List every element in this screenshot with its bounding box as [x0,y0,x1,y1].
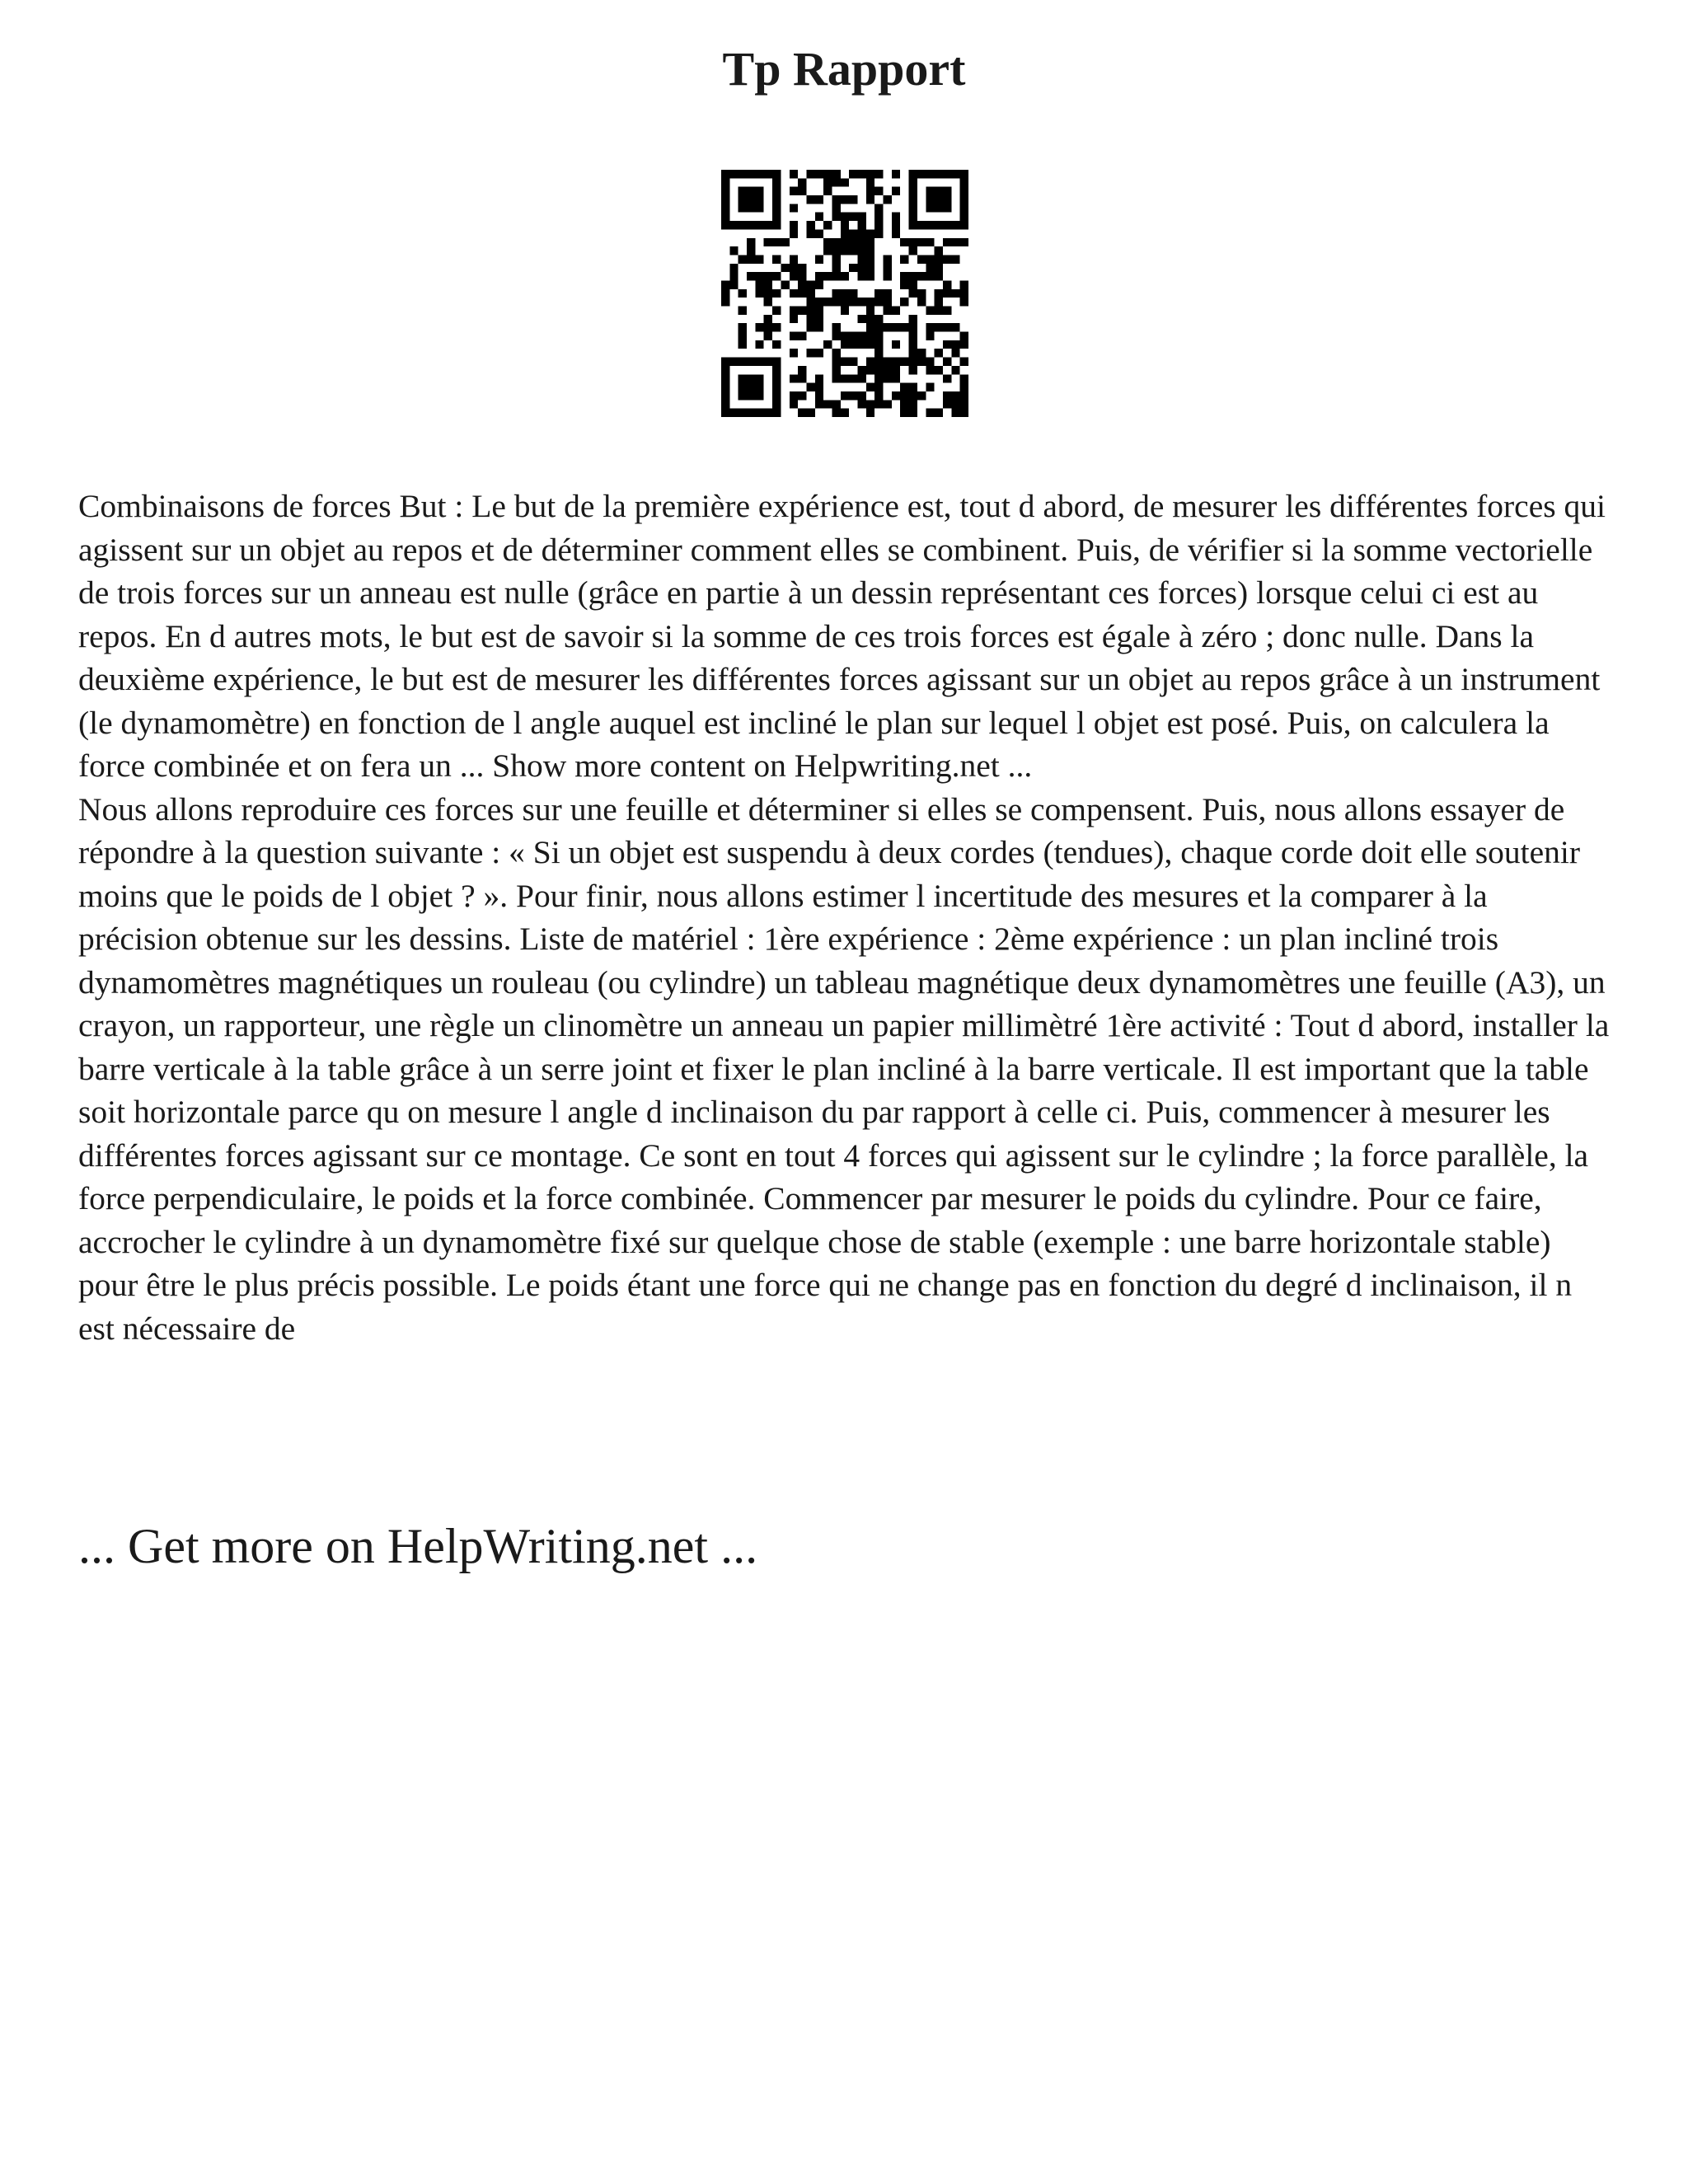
page-title: Tp Rapport [722,42,966,96]
paragraph: Combinaisons de forces But : Le but de la première expérience est, tout d abord, de mesurer les différentes forces qui agissent sur un objet au repos et de déterminer comment elles se combinent. Puis, de vérifier si la somme vectorielle de trois forces sur un anneau est nulle (grâce en partie à un dessin représentant ces forces) lorsque celui ci est au repos. En d autres mots, le but est de savoir si la somme de ces trois forces est égale à zéro ; donc nulle. Dans la deuxième expérience, le but est de mesurer les différentes forces agissant sur un objet au repos grâce à un instrument (le dynamomètre) en fonction de l angle auquel est incliné le plan sur lequel l objet est posé. Puis, on calculera la force combinée et on fera un ... Show more content on Helpwriting.net ... [78,488,1606,784]
get-more-link[interactable]: ... Get more on HelpWriting.net ... [78,1519,758,1573]
qr-code-image [721,170,968,417]
qr-code-graphic [721,170,968,417]
document-body [78,485,1611,1350]
paragraph: Nous allons reproduire ces forces sur une feuille et déterminer si elles se compensent. Puis, nous allons essayer de répondre à la question suivante : « Si un objet est suspendu à deux cordes (tendues), chaque corde doit elle soutenir moins que le poids de l objet ? ». Pour finir, nous allons estimer l incertitude des mesures et la comparer à la précision obtenue sur les dessins. Liste de matériel : 1ère expérience : 2ème expérience : un plan incliné trois dynamomètres magnétiques un rouleau (ou cylindre) un tableau magnétique deux dynamomètres une feuille (A3), un crayon, un rapporteur, une règle un clinomètre un anneau un papier millimètré 1ère activité : Tout d abord, installer la barre verticale à la table grâce à un serre joint et fixer le plan incliné à la barre verticale. Il est important que la table soit horizontale parce qu on mesure l angle d inclinaison du par rapport à celle ci. Puis, commencer à mesurer les différentes forces agissant sur ce montage. Ce sont en tout 4 forces qui agissent sur le cylindre ; la force parallèle, la force perpendiculaire, le poids et la force combinée. Commencer par mesurer le poids du cylindre. Pour ce faire, accrocher le cylindre à un dynamomètre fixé sur quelque chose de stable (exemple : une barre horizontale stable) pour être le plus précis possible. Le poids étant une force qui ne change pas en fonction du degré d inclinaison, il n est nécessaire de [78,790,1610,1347]
